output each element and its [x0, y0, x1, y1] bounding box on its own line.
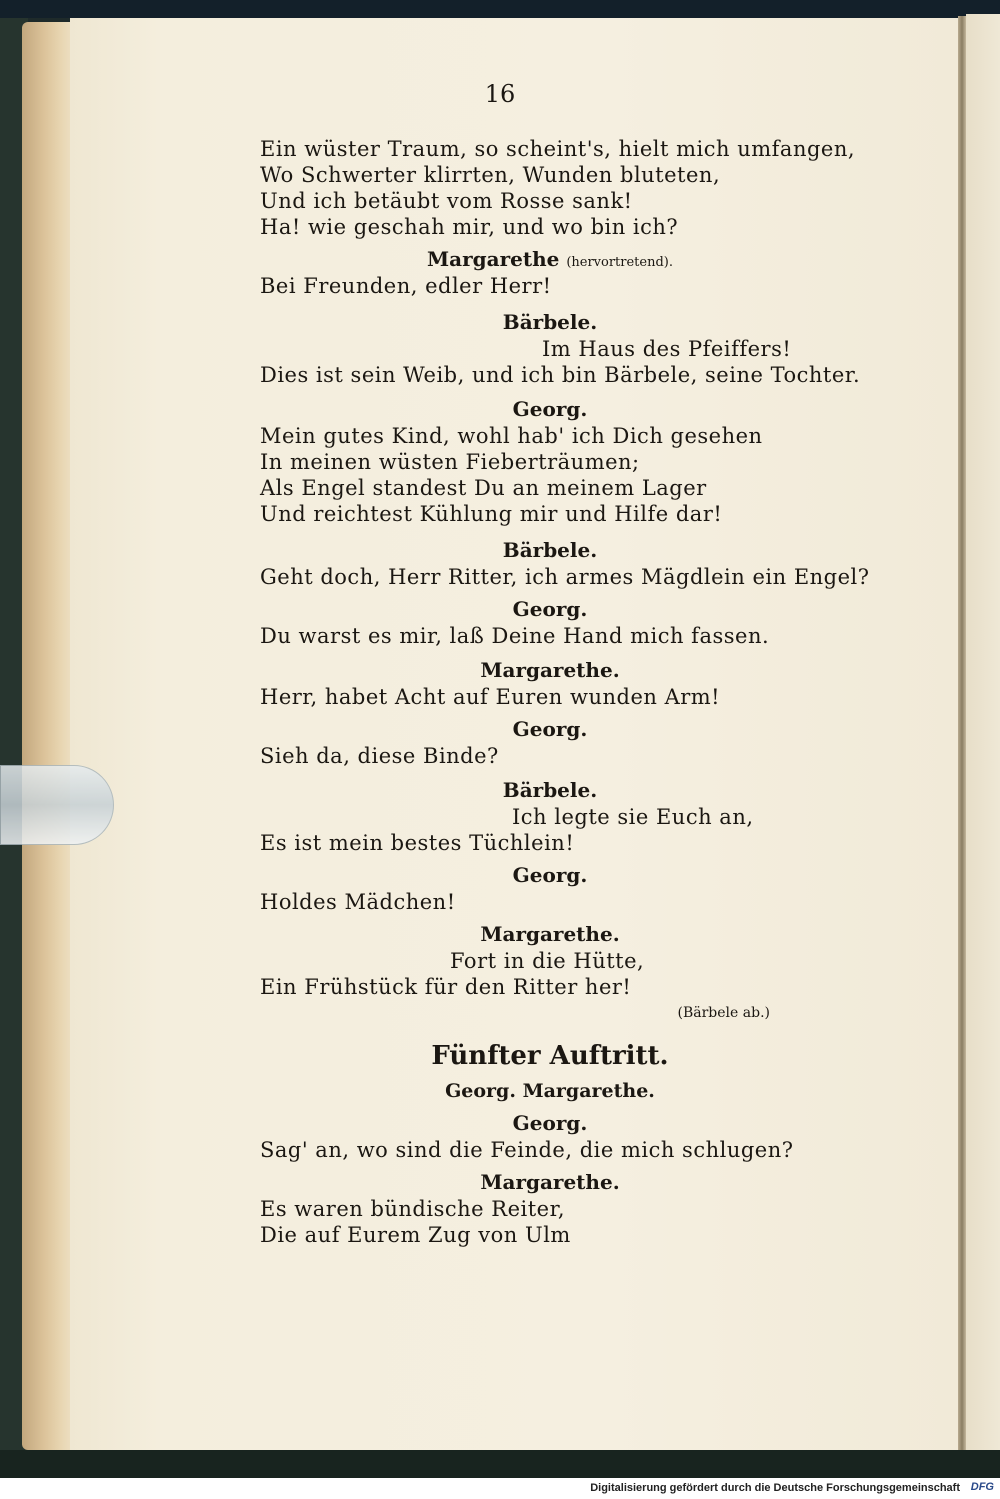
verse-line: Holdes Mädchen! — [260, 890, 456, 914]
verse-line: Dies ist sein Weib, und ich bin Bärbele, seine Tochter. — [260, 363, 861, 387]
verse-line: Im Haus des Pfeiffers! — [542, 337, 792, 361]
speaker-name: Margarethe. — [480, 1170, 620, 1194]
verse-line: Bei Freunden, edler Herr! — [260, 274, 552, 298]
speaker-name: Georg. — [512, 597, 588, 621]
stage-note: (hervortretend). — [566, 255, 673, 270]
verse-line: Und ich betäubt vom Rosse sank! — [260, 189, 633, 213]
verse-line: Mein gutes Kind, wohl hab' ich Dich gesehen — [260, 424, 763, 448]
verse-line: Ha! wie geschah mir, und wo bin ich? — [260, 215, 679, 239]
speaker-name: Georg. — [512, 397, 588, 421]
digitization-footer — [0, 1478, 1000, 1499]
verse-line: In meinen wüsten Fieberträumen; — [260, 450, 640, 474]
verse-line: Es ist mein bestes Tüchlein! — [260, 831, 575, 855]
dfg-logo: DFG — [970, 1481, 994, 1493]
verse-line: Ein wüster Traum, so scheint's, hielt mich umfangen, — [260, 137, 856, 161]
adjacent-page — [966, 14, 1000, 1460]
speaker-name: Georg. — [512, 863, 588, 887]
page-number: 16 — [484, 80, 516, 108]
scene-heading: Fünfter Auftritt. — [431, 1041, 669, 1071]
verse-line: Die auf Eurem Zug von Ulm — [260, 1223, 571, 1247]
verse-line: Als Engel standest Du an meinem Lager — [260, 476, 707, 500]
verse-line: Sag' an, wo sind die Feinde, die mich schlugen? — [260, 1138, 794, 1162]
verse-line: Fort in die Hütte, — [450, 949, 645, 973]
speaker-name: Bärbele. — [502, 778, 598, 802]
scene-characters: Georg. Margarethe. — [445, 1080, 655, 1102]
verse-line: Ein Frühstück für den Ritter her! — [260, 975, 632, 999]
verse-line: Wo Schwerter klirrten, Wunden bluteten, — [260, 163, 721, 187]
scan-background-top — [0, 0, 1000, 18]
verse-line: Es waren bündische Reiter, — [260, 1197, 565, 1221]
speaker-name: Georg. — [512, 717, 588, 741]
speaker-label: Margarethe — [427, 247, 560, 271]
speaker-name: Georg. — [512, 1111, 588, 1135]
speaker-name: Bärbele. — [502, 538, 598, 562]
speaker-name: Bärbele. — [502, 310, 598, 334]
funding-notice: Digitalisierung gefördert durch die Deutsche Forschungsgemeinschaft — [590, 1482, 960, 1494]
verse-line: Sieh da, diese Binde? — [260, 744, 499, 768]
verse-line: Ich legte sie Euch an, — [512, 805, 754, 829]
stage-direction: (Bärbele ab.) — [677, 1005, 770, 1021]
verse-line: Du warst es mir, laß Deine Hand mich fassen. — [260, 624, 770, 648]
verse-line: Und reichtest Kühlung mir und Hilfe dar! — [260, 502, 723, 526]
speaker-name — [260, 246, 840, 273]
book-gutter — [958, 16, 966, 1456]
page-holder-clip — [0, 765, 114, 845]
verse-line: Herr, habet Acht auf Euren wunden Arm! — [260, 685, 721, 709]
speaker-name: Margarethe. — [480, 922, 620, 946]
scan-background-bottom — [0, 1450, 1000, 1480]
text-block — [260, 136, 870, 1248]
verse-line: Geht doch, Herr Ritter, ich armes Mägdlein ein Engel? — [260, 565, 870, 589]
speaker-name: Margarethe. — [480, 658, 620, 682]
